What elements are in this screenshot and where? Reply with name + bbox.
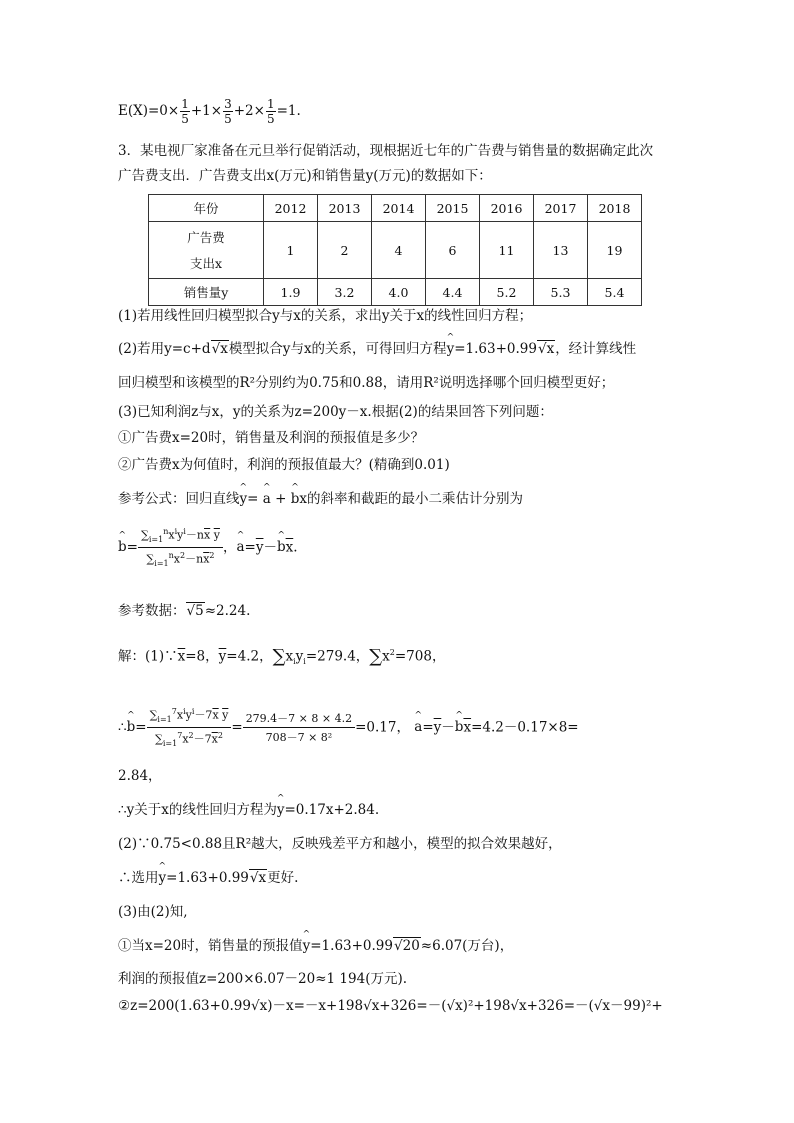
ref-mid: = [247,491,259,507]
table-row-label: 销售量y [149,279,264,306]
data-table [148,194,642,306]
solution-3-profit: 利润的预报值z=200×6.07－20≈1 194(万元). [118,971,408,987]
x-bar: $\overline{x}$ [177,648,186,665]
table-row-label [149,222,264,279]
table-cell: 1 [264,222,318,279]
table-year-cell: 2015 [426,195,480,222]
b-hat: ^ b [127,721,136,735]
ref-pre: 参考公式：回归直线 [118,491,240,507]
b-hat: ^ b [277,541,286,555]
table-cell: 1.9 [264,279,318,306]
b-formula-fraction: $\sum_{i=1}^nx^iy^i-n\overline{x}$ $\overline{y}$ $\sum_{i=1}^nx^2-n\overline{x}^2$ [138,528,223,568]
reference-formula: ^ b= $\sum_{i=1}^nx^iy^i-n\overline{x}$ $\overline{y}$ $\sum_{i=1}^nx^2-n\overline{x}^2$ ，^ $a=\overline{y}-\^{}$ $b\overline{x}$. [118,528,298,568]
s2-post: 更好. [267,870,299,886]
sqrt-20: √ 20 [393,937,421,954]
y-bar: $\overline{y}$ [218,648,227,665]
table-cell: 5.3 [534,279,588,306]
solution-3-1 [118,940,513,954]
table-year-cell: 2017 [534,195,588,222]
question-3-2: ②广告费x为何值时，利润的预报值最大？(精确到0.01) [118,457,450,473]
s1-a-val: =4.2－0.17×8= [471,719,579,736]
ad-spend-label-b: 支出x [189,256,223,271]
b-hat: ^ b [291,493,300,507]
reference-data [118,605,250,619]
table-year-cell: 2012 [264,195,318,222]
b-calc-fraction: $\sum_{i=1}^7x^iy^i-7\overline{x}$ $\overline{y}$ $\sum_{i=1}^7x^2-7\overline{x}^2$ [147,708,232,748]
solution-2-line-2 [118,872,298,886]
table-cell: 4 [372,222,426,279]
table-row-ad-spend [149,222,642,279]
s1-calc: =0.17， [355,719,410,736]
s3-1-post: ≈6.07(万台)， [420,938,514,954]
ad-spend-label-a: 广告费 [187,230,225,245]
s3-1-mid: =1.63+0.99 [310,938,393,954]
b-number-fraction: $\frac{279.4-7 \times 8 \times 4.2}{\text{708－7 × 8²}}$ [243,713,355,743]
table-cell: 3.2 [318,279,372,306]
table-cell: 13 [534,222,588,279]
table-row-year [149,195,642,222]
table-cell: 19 [588,222,642,279]
solution-3-intro: (3)由(2)知, [118,904,188,920]
ref-post: 的斜率和截距的最小二乘估计分别为 [307,491,523,507]
table-row-sales [149,279,642,306]
y-hat: ^ y [240,493,248,507]
solution-1-line-3: 2.84， [118,768,162,784]
s3-1-pre: ①当x=20时，销售量的预报值 [118,938,303,954]
solution-2-line-1: (2)∵0.75<0.88且R²越大，反映残差平方和越小，模型的拟合效果越好， [118,836,562,852]
question-1: (1)若用线性回归模型拟合y与x的关系，求出y关于x的线性回归方程； [118,308,533,324]
table-cell: 5.2 [480,279,534,306]
question-2a [118,343,636,357]
solution-1-result [118,804,379,818]
q2-eq: =1.63+0.99 [454,341,537,357]
sum-symbol: ∑ [369,646,383,667]
table-cell: 6 [426,222,480,279]
question-2b: 回归模型和该模型的R²分别约为0.75和0.88，请用R²说明选择哪个回归模型更好； [118,375,615,391]
expectation-line: E(X)=0× $\frac{1}{5}$ +1× $\frac{3}{5}$ +2× $\frac{1}{5}$ =1. [118,97,301,126]
table-year-cell: 2018 [588,195,642,222]
table-year-cell: 2016 [480,195,534,222]
s1-result-pre: ∴y关于x的线性回归方程为 [118,802,277,818]
s2-pre: ∴选用 [118,870,159,886]
problem-line-1: 3．某电视厂家准备在元旦举行促销活动，现根据近七年的广告费与销售量的数据确定此次 [118,143,654,159]
table-cell: 5.4 [588,279,642,306]
reference-formula-intro: 参考公式：回归直线^ y= ^ a + ^ bx的斜率和截距的最小二乘估计分别为 [118,493,523,507]
a-hat: ^ a [236,541,244,555]
sqrt-5: √ 5 [186,602,205,619]
ref-data-label: 参考数据： [118,603,186,619]
q2-mid: 模型拟合y与x的关系，可得回归方程 [228,341,447,357]
s1-a: =8， [185,648,219,665]
solution-1-line-1: 解：$(1)\because\overline{x}=8$，$\overline{y}=4.2$，$\sum x_iy_i=279.4$，$\sum x^2=708$， [118,646,446,667]
problem-line-2: 广告费支出．广告费支出x(万元)和销售量y(万元)的数据如下： [118,168,492,184]
ref-data-value: ≈2.24. [204,603,251,619]
table-cell: 4.4 [426,279,480,306]
table-cell: 11 [480,222,534,279]
y-hat: ^ y [303,940,311,954]
question-3: (3)已知利润z与x，y的关系为z=200y－x.根据(2)的结果回答下列问题： [118,404,553,420]
sqrt-x: √ x [211,340,229,357]
table-header-label: 年份 [149,195,264,222]
s1-c: =279.4， [305,648,370,665]
y-hat: ^ y [447,343,455,357]
s1-b: =4.2， [226,648,273,665]
s2-mid: =1.63+0.99 [166,870,249,886]
solution-3-2: ②z=200(1.63+0.99√x)－x=－x+198√x+326=－(√x)²+198√x+326=－(√x－99)²+ [118,998,663,1014]
b-hat: ^ b [455,721,464,735]
s1-pre: 解：(1)∵ [118,648,178,665]
b-hat: ^ b [118,541,127,555]
y-hat: ^ y [159,872,167,886]
solution-1-line-2: ∴^ b= $\sum_{i=1}^7x^iy^i-7\overline{x}$ $\overline{y}$ $\sum_{i=1}^7x^2-7\overline{x}^2$ = $\frac{279.4-7 \times 8 \times 4.2}{\text{708－7 × 8²}}$ =0.17， ^ $a=\overline{y}-\^{}$ $b\overline{x}=4.2-0.17\times 8=$ [118,708,579,748]
table-cell: 4.0 [372,279,426,306]
sqrt-x: √ x [537,340,555,357]
question-3-1: ①广告费x=20时，销售量及利润的预报值是多少？ [118,430,425,446]
sum-symbol: ∑ [272,646,286,667]
table-year-cell: 2014 [372,195,426,222]
s1-result-post: =0.17x+2.84. [284,802,380,818]
sqrt-x: √ x [249,869,267,886]
q2-end: ，经计算线性 [555,341,637,357]
q2-pre: (2)若用y=c+d [118,341,211,357]
s1-d: =708， [394,648,446,665]
a-hat: ^ a [263,493,271,507]
a-hat: ^ a [414,721,422,735]
table-cell: 2 [318,222,372,279]
y-hat: ^ y [277,804,285,818]
table-year-cell: 2013 [318,195,372,222]
